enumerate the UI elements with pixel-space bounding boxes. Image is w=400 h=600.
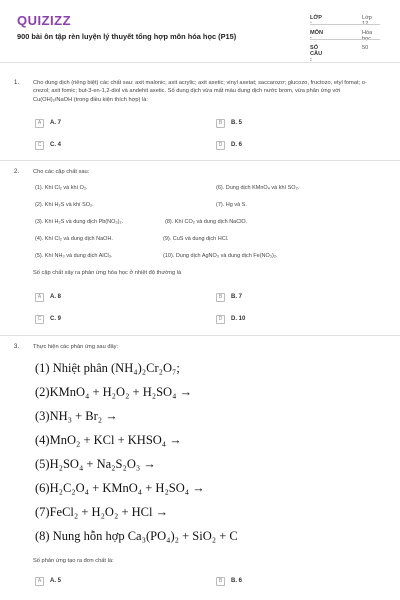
reaction-2: (2)KMnO₄ + H₂O₂ + H₂SO₄ → xyxy=(35,385,193,399)
question-1-number: 1. xyxy=(14,80,20,86)
option-b-box[interactable]: B xyxy=(216,119,225,128)
option-d-label[interactable]: D. 10 xyxy=(231,316,246,322)
pair-6: (6). Dung dịch KMnO₄ và khí SO₂. xyxy=(216,185,300,191)
question-2-number: 2. xyxy=(14,169,20,175)
pair-10: (10). Dung dịch AgNO₃ và dung dịch Fe(NO₃)₂. xyxy=(163,253,278,259)
question-3-number: 3. xyxy=(14,344,20,350)
meta-count-label: SỐ CÂU : xyxy=(310,45,323,63)
question-divider xyxy=(0,335,400,336)
pair-2: (2). Khí H₂S và khí SO₂. xyxy=(35,202,94,208)
meta-subject-label: MÔN xyxy=(310,30,324,36)
reaction-4: (4)MnO₂ + KCl + KHSO₄ → xyxy=(35,433,182,447)
meta-divider xyxy=(310,39,380,40)
page-header xyxy=(0,0,400,62)
question-2-prompt: Số cặp chất xảy ra phản ứng hóa học ở nhiệt độ thường là xyxy=(33,270,182,276)
option-b-box[interactable]: B xyxy=(216,293,225,302)
reaction-6: (6)H₂C₂O₄ + KMnO₄ + H₂SO₄ → xyxy=(35,481,205,495)
option-c-label[interactable]: C. 4 xyxy=(50,142,62,148)
question-divider xyxy=(0,160,400,161)
option-b-label[interactable]: B. 5 xyxy=(231,120,243,126)
option-a-label[interactable]: A. 5 xyxy=(50,578,62,584)
question-1-text: Cho dung dịch (riêng biệt) các chất sau: axit malonic; axit acrylic; axit axetic; vinyl axetat; saccarozơ; glucozo, fructozo, etyl fomat; o-crezol; axit fomic; but-3-en-1,2-diol và andehit axetic. Số dung dịch vừa mất màu dung dịch nước brom, vừa phản ứng với Cu(OH)₂/NaOH (trong điều kiện thích hợp) là: xyxy=(33,80,367,103)
meta-class-value: Lớp xyxy=(362,15,372,21)
pair-5: (5). Khí NH₃ và dung dịch AlCl₃. xyxy=(35,253,113,259)
header-divider xyxy=(0,62,400,63)
option-c-box[interactable]: C xyxy=(35,315,44,324)
option-d-label[interactable]: D. 6 xyxy=(231,142,243,148)
pair-4: (4). Khí Cl₂ và dung dịch NaOH. xyxy=(35,236,113,242)
option-b-box[interactable]: B xyxy=(216,577,225,586)
reaction-1: (1) Nhiệt phân (NH₄)₂Cr₂O₇; xyxy=(35,361,180,375)
meta-count-value: 50 xyxy=(362,45,369,51)
quizizz-logo: QUIZIZZ xyxy=(17,13,72,28)
option-c-label[interactable]: C. 9 xyxy=(50,316,62,322)
page-title: 900 bài ôn tập rèn luyện lý thuyết tổng hợp môn hóa học (P15) xyxy=(17,32,237,41)
option-a-box[interactable]: A xyxy=(35,119,44,128)
meta-divider xyxy=(310,24,380,25)
meta-class-label: LỚP xyxy=(310,15,322,21)
option-d-box[interactable]: D xyxy=(216,315,225,324)
reaction-7: (7)FeCl₂ + H₂O₂ + HCl → xyxy=(35,505,169,519)
option-a-label[interactable]: A. 8 xyxy=(50,294,62,300)
option-d-box[interactable]: D xyxy=(216,141,225,150)
pair-7: (7). Hg và S. xyxy=(216,202,247,208)
question-3-intro: Thực hiện các phản ứng sau đây: xyxy=(33,344,119,350)
reaction-3: (3)NH₃ + Br₂ → xyxy=(35,409,118,423)
meta-subject-value: Hóa xyxy=(362,30,373,36)
pair-3: (3). Khí H₂S và dung dịch Pb(NO₃)₂. xyxy=(35,219,124,225)
option-a-box[interactable]: A xyxy=(35,293,44,302)
option-b-label[interactable]: B. 7 xyxy=(231,294,243,300)
pair-1: (1). Khí Cl₂ và khí O₂. xyxy=(35,185,88,191)
option-a-box[interactable]: A xyxy=(35,577,44,586)
reaction-8: (8) Nung hỗn hợp Ca₃(PO₄)₂ + SiO₂ + C xyxy=(35,529,238,543)
question-2-intro: Cho các cặp chất sau: xyxy=(33,169,90,175)
question-3-prompt: Số phản ứng tạo ra đơn chất là: xyxy=(33,558,114,564)
option-b-label[interactable]: B. 6 xyxy=(231,578,243,584)
option-a-label[interactable]: A. 7 xyxy=(50,120,62,126)
pair-9: (9). CuS và dung dịch HCl. xyxy=(163,236,229,242)
option-c-box[interactable]: C xyxy=(35,141,44,150)
pair-8: (8). Khí CO₂ và dung dịch NaClO. xyxy=(165,219,248,225)
reaction-5: (5)H₂SO₄ + Na₂S₂O₃ → xyxy=(35,457,156,471)
